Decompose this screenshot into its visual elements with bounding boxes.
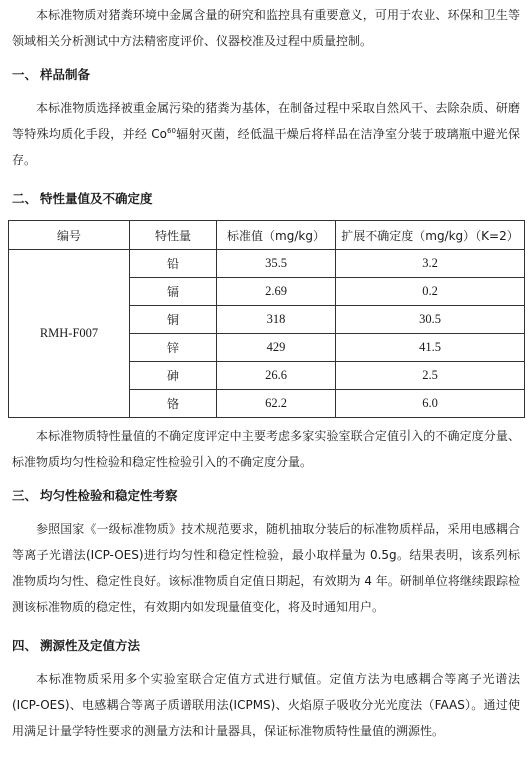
element-cell: 砷 bbox=[130, 362, 217, 390]
uncertainty-note-paragraph: 本标准物质特性量值的不确定度评定中主要考虑多家实验室联合定值引入的不确定度分量、标准物质均匀性检验和稳定性检验引入的不确定度分量。 bbox=[12, 429, 520, 469]
element-cell: 铬 bbox=[130, 390, 217, 418]
value-cell: 2.69 bbox=[217, 278, 336, 306]
value-cell: 26.6 bbox=[217, 362, 336, 390]
uncertainty-cell: 30.5 bbox=[336, 306, 525, 334]
section-number: 三、 bbox=[12, 488, 38, 503]
intro-paragraph: 本标准物质对猪粪环境中金属含量的研究和监控具有重要意义，可用于农业、环保和卫生等领域相关分析测试中方法精密度评价、仪器校准及过程中质量控制。 bbox=[12, 8, 520, 48]
value-cell: 318 bbox=[217, 306, 336, 334]
header-id: 编号 bbox=[9, 221, 130, 250]
section-heading-sample-preparation bbox=[12, 66, 90, 84]
section-title: 特性量值及不确定度 bbox=[40, 191, 153, 206]
uncertainty-cell: 2.5 bbox=[336, 362, 525, 390]
uncertainty-cell: 6.0 bbox=[336, 390, 525, 418]
table-header-row bbox=[9, 221, 525, 250]
table-row bbox=[9, 250, 525, 278]
isotope-superscript: 60 bbox=[167, 127, 176, 135]
section-number: 二、 bbox=[12, 191, 38, 206]
value-cell: 35.5 bbox=[217, 250, 336, 278]
section-heading-homogeneity-stability bbox=[12, 487, 178, 505]
section-heading-property-values bbox=[12, 190, 153, 208]
homogeneity-stability-paragraph: 参照国家《一级标准物质》技术规范要求，随机抽取分装后的标准物质样品，采用电感耦合等离子光谱法(ICP-OES)进行均匀性和稳定性检验，最小取样量为 0.5g。结果表明，该系列标准物质均匀性、稳定性良好。该标准物质自定值日期起，有效期为 4 年。研制单位将继续跟踪检测该标准物质的稳定性，有效期内如发现量值变化，将及时通知用户。 bbox=[12, 522, 520, 614]
section-heading-traceability bbox=[12, 637, 140, 655]
property-values-table bbox=[8, 220, 525, 418]
header-standard-value: 标准值（mg/kg） bbox=[217, 221, 336, 250]
header-property: 特性量 bbox=[130, 221, 217, 250]
value-cell: 62.2 bbox=[217, 390, 336, 418]
material-id-cell: RMH-F007 bbox=[9, 250, 130, 418]
sample-preparation-paragraph bbox=[12, 95, 520, 173]
section-title: 均匀性检验和稳定性考察 bbox=[40, 488, 178, 503]
sample-preparation-text: 本标准物质选择被重金属污染的猪粪为基体，在制备过程中采取自然风干、去除杂质、研磨等特殊均质化手段，并经 Co bbox=[12, 101, 520, 141]
section-title: 样品制备 bbox=[40, 67, 91, 82]
element-cell: 铅 bbox=[130, 250, 217, 278]
uncertainty-cell: 0.2 bbox=[336, 278, 525, 306]
section-title: 溯源性及定值方法 bbox=[40, 638, 141, 653]
traceability-paragraph: 本标准物质采用多个实验室联合定值方式进行赋值。定值方法为电感耦合等离子光谱法(ICP-OES)、电感耦合等离子质谱联用法(ICPMS)、火焰原子吸收分光光度法（FAAS）。通过使用满足计量学特性要求的测量方法和计量器具，保证标准物质特性量值的溯源性。 bbox=[12, 672, 520, 738]
section-number: 一、 bbox=[12, 67, 38, 82]
value-cell: 429 bbox=[217, 334, 336, 362]
element-cell: 镉 bbox=[130, 278, 217, 306]
uncertainty-cell: 41.5 bbox=[336, 334, 525, 362]
element-cell: 铜 bbox=[130, 306, 217, 334]
sample-preparation-text-cont: 辐射灭菌，经低温干燥后将样品在洁净室分装于玻璃瓶中避光保存。 bbox=[12, 127, 520, 167]
header-uncertainty: 扩展不确定度（mg/kg）（K=2） bbox=[336, 221, 525, 250]
element-cell: 锌 bbox=[130, 334, 217, 362]
section-number: 四、 bbox=[12, 638, 38, 653]
uncertainty-cell: 3.2 bbox=[336, 250, 525, 278]
